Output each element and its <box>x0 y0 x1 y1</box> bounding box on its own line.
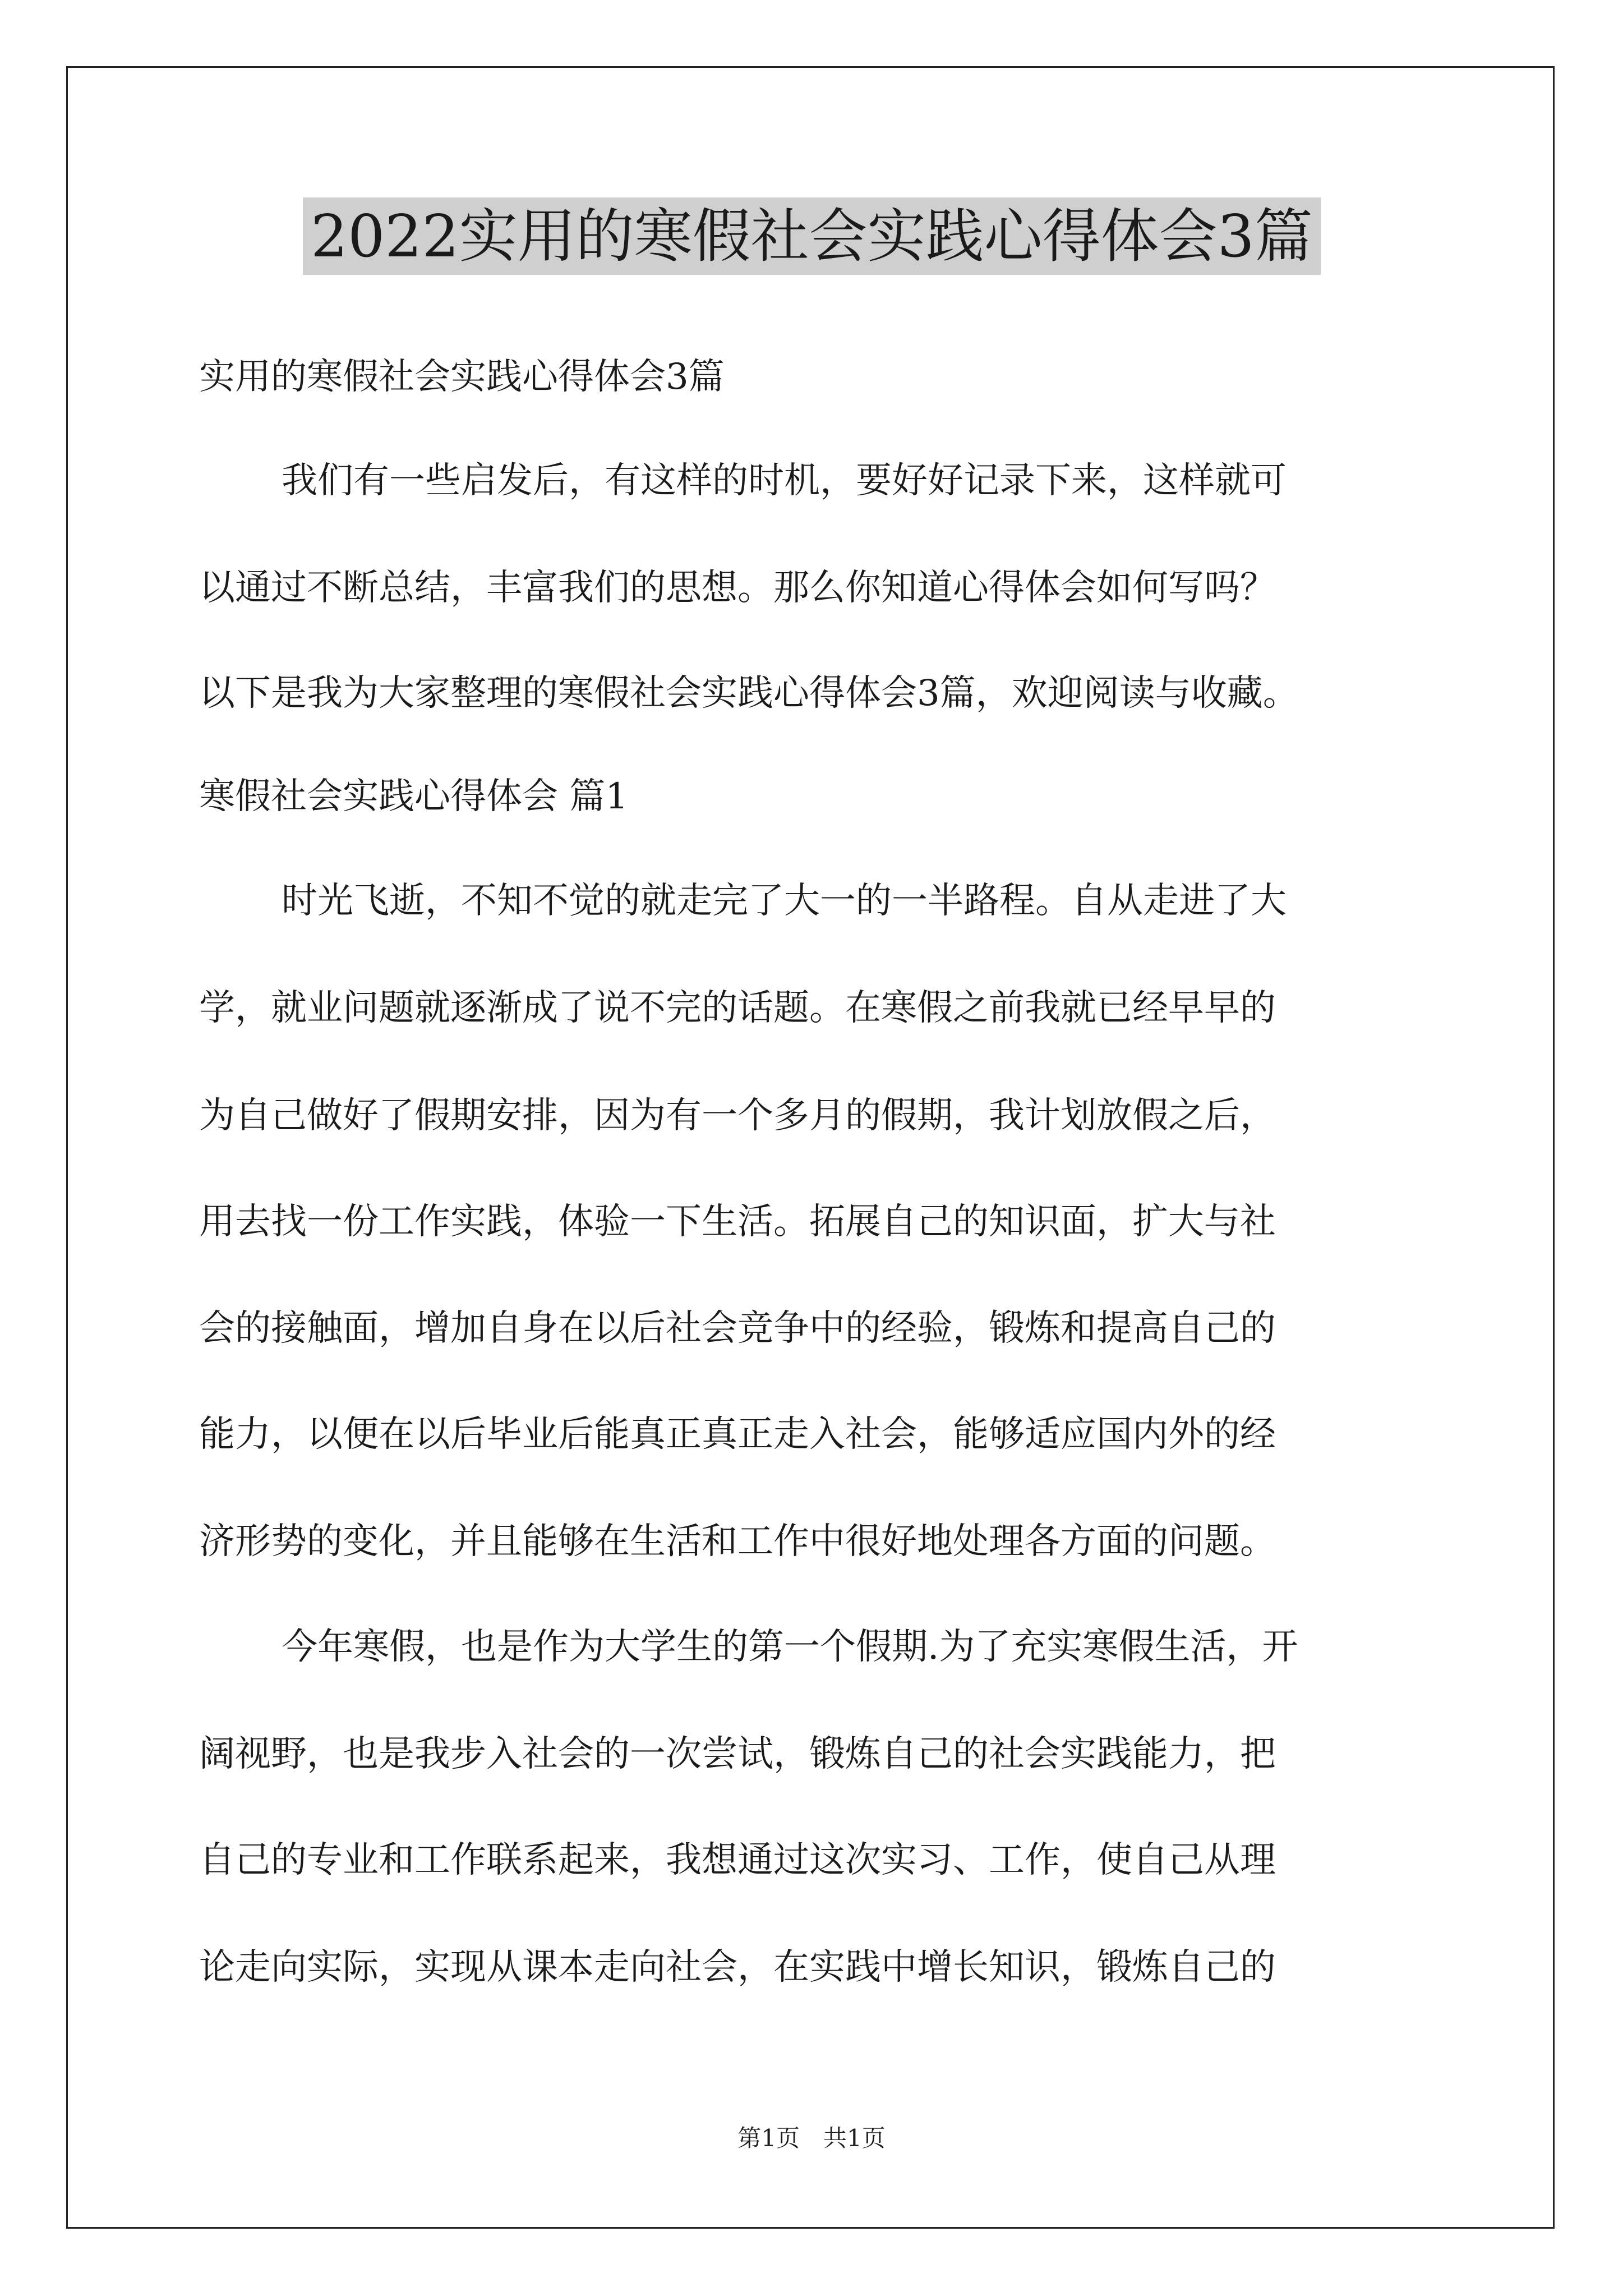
paragraph-line: 能力，以便在以后毕业后能真正真正走入社会，能够适应国内外的经 <box>199 1414 1276 1455</box>
paragraph-line: 时光飞逝，不知不觉的就走完了大一的一半路程。自从走进了大 <box>282 880 1287 922</box>
paragraph-line: 论走向实际，实现从课本走向社会，在实践中增长知识，锻炼自己的 <box>199 1947 1276 1988</box>
paragraph-line: 学，就业问题就逐渐成了说不完的话题。在寒假之前我就已经早早的 <box>199 987 1276 1029</box>
paragraph-line: 自己的专业和工作联系起来，我想通过这次实习、工作，使自己从理 <box>199 1839 1276 1881</box>
paragraph-line: 我们有一些启发后，有这样的时机，要好好记录下来，这样就可 <box>282 460 1287 501</box>
paragraph-line: 以通过不断总结，丰富我们的思想。那么你知道心得体会如何写吗？ <box>199 567 1276 609</box>
paragraph-line: 用去找一份工作实践，体验一下生活。拓展自己的知识面，扩大与社 <box>199 1201 1276 1243</box>
section-heading: 寒假社会实践心得体会 篇1 <box>199 776 629 817</box>
page-footer: 第1页 共1页 <box>737 2124 886 2152</box>
document-title: 2022实用的寒假社会实践心得体会3篇 <box>303 197 1321 275</box>
paragraph-line: 会的接触面，增加自身在以后社会竞争中的经验，锻炼和提高自己的 <box>199 1308 1276 1349</box>
paragraph-line: 济形势的变化，并且能够在生活和工作中很好地处理各方面的问题。 <box>199 1521 1276 1562</box>
paragraph-line: 今年寒假，也是作为大学生的第一个假期.为了充实寒假生活，开 <box>282 1626 1298 1668</box>
paragraph-line: 阔视野，也是我步入社会的一次尝试，锻炼自己的社会实践能力，把 <box>199 1733 1276 1775</box>
document-subtitle: 实用的寒假社会实践心得体会3篇 <box>199 356 725 398</box>
paragraph-line: 为自己做好了假期安排，因为有一个多月的假期，我计划放假之后， <box>199 1095 1276 1137</box>
paragraph-line: 以下是我为大家整理的寒假社会实践心得体会3篇，欢迎阅读与收藏。 <box>199 673 1299 714</box>
